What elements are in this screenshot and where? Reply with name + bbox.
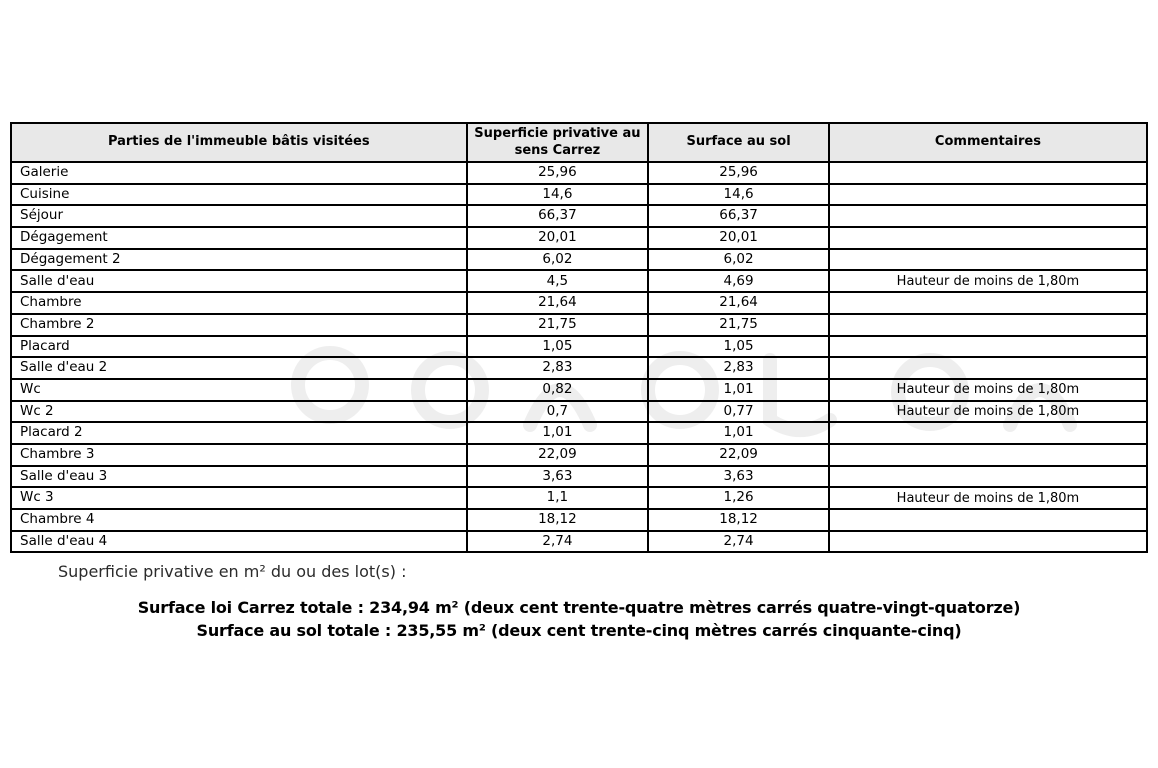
header-superficie-carrez: Superficie privative au sens Carrez xyxy=(467,123,649,162)
table-row xyxy=(11,422,1147,444)
header-parties: Parties de l'immeuble bâtis visitées xyxy=(11,123,467,162)
row-comment-cell xyxy=(829,422,1147,444)
table-row xyxy=(11,227,1147,249)
row-carrez-cell: 4,5 xyxy=(467,270,649,292)
row-carrez-cell: 22,09 xyxy=(467,444,649,466)
row-part-cell: Wc 2 xyxy=(11,401,467,423)
row-part-cell: Placard xyxy=(11,336,467,358)
row-sol-cell: 18,12 xyxy=(648,509,829,531)
table-row xyxy=(11,205,1147,227)
row-comment-cell: Hauteur de moins de 1,80m xyxy=(829,487,1147,509)
row-sol-cell: 1,01 xyxy=(648,422,829,444)
row-comment-cell xyxy=(829,205,1147,227)
row-part-cell: Chambre 3 xyxy=(11,444,467,466)
table-row xyxy=(11,357,1147,379)
row-sol-cell: 1,05 xyxy=(648,336,829,358)
table-row xyxy=(11,466,1147,488)
table-row xyxy=(11,292,1147,314)
row-comment-cell xyxy=(829,444,1147,466)
surface-table xyxy=(10,122,1148,553)
row-carrez-cell: 1,01 xyxy=(467,422,649,444)
row-part-cell: Placard 2 xyxy=(11,422,467,444)
row-sol-cell: 25,96 xyxy=(648,162,829,184)
row-sol-cell: 20,01 xyxy=(648,227,829,249)
row-comment-cell xyxy=(829,292,1147,314)
row-sol-cell: 2,74 xyxy=(648,531,829,553)
row-carrez-cell: 2,74 xyxy=(467,531,649,553)
row-comment-cell xyxy=(829,466,1147,488)
row-part-cell: Salle d'eau 4 xyxy=(11,531,467,553)
row-comment-cell xyxy=(829,249,1147,271)
row-comment-cell: Hauteur de moins de 1,80m xyxy=(829,401,1147,423)
row-comment-cell xyxy=(829,162,1147,184)
row-part-cell: Chambre 2 xyxy=(11,314,467,336)
row-carrez-cell: 66,37 xyxy=(467,205,649,227)
table-row xyxy=(11,444,1147,466)
row-part-cell: Wc xyxy=(11,379,467,401)
row-part-cell: Galerie xyxy=(11,162,467,184)
row-sol-cell: 66,37 xyxy=(648,205,829,227)
row-part-cell: Salle d'eau 2 xyxy=(11,357,467,379)
row-sol-cell: 1,01 xyxy=(648,379,829,401)
row-comment-cell xyxy=(829,184,1147,206)
row-part-cell: Salle d'eau 3 xyxy=(11,466,467,488)
table-row xyxy=(11,401,1147,423)
row-carrez-cell: 14,6 xyxy=(467,184,649,206)
table-row xyxy=(11,509,1147,531)
row-part-cell: Chambre 4 xyxy=(11,509,467,531)
row-part-cell: Wc 3 xyxy=(11,487,467,509)
table-header-row xyxy=(11,123,1147,162)
row-carrez-cell: 21,64 xyxy=(467,292,649,314)
totals-block xyxy=(0,596,1158,642)
row-part-cell: Cuisine xyxy=(11,184,467,206)
row-carrez-cell: 18,12 xyxy=(467,509,649,531)
table-row xyxy=(11,162,1147,184)
row-part-cell: Séjour xyxy=(11,205,467,227)
total-carrez-line: Surface loi Carrez totale : 234,94 m² (deux cent trente-quatre mètres carrés quatre-vingt-quatorze) xyxy=(137,598,1021,617)
table-row xyxy=(11,249,1147,271)
table-row xyxy=(11,379,1147,401)
row-comment-cell xyxy=(829,509,1147,531)
row-sol-cell: 21,75 xyxy=(648,314,829,336)
row-comment-cell: Hauteur de moins de 1,80m xyxy=(829,379,1147,401)
row-comment-cell: Hauteur de moins de 1,80m xyxy=(829,270,1147,292)
row-carrez-cell: 1,05 xyxy=(467,336,649,358)
row-carrez-cell: 2,83 xyxy=(467,357,649,379)
row-part-cell: Chambre xyxy=(11,292,467,314)
row-part-cell: Dégagement 2 xyxy=(11,249,467,271)
row-carrez-cell: 3,63 xyxy=(467,466,649,488)
row-carrez-cell: 20,01 xyxy=(467,227,649,249)
row-comment-cell xyxy=(829,336,1147,358)
table-row xyxy=(11,314,1147,336)
row-comment-cell xyxy=(829,227,1147,249)
row-carrez-cell: 0,82 xyxy=(467,379,649,401)
row-part-cell: Dégagement xyxy=(11,227,467,249)
row-carrez-cell: 6,02 xyxy=(467,249,649,271)
row-sol-cell: 21,64 xyxy=(648,292,829,314)
row-carrez-cell: 21,75 xyxy=(467,314,649,336)
row-part-cell: Salle d'eau xyxy=(11,270,467,292)
row-sol-cell: 6,02 xyxy=(648,249,829,271)
total-sol-line: Surface au sol totale : 235,55 m² (deux cent trente-cinq mètres carrés cinquante-cinq) xyxy=(196,621,962,640)
row-comment-cell xyxy=(829,357,1147,379)
row-carrez-cell: 25,96 xyxy=(467,162,649,184)
superficie-note: Superficie privative en m² du ou des lot(s) : xyxy=(58,562,407,581)
row-sol-cell: 2,83 xyxy=(648,357,829,379)
row-comment-cell xyxy=(829,314,1147,336)
header-surface-sol: Surface au sol xyxy=(648,123,829,162)
table-row xyxy=(11,184,1147,206)
table-body xyxy=(11,162,1147,552)
row-sol-cell: 3,63 xyxy=(648,466,829,488)
table-row xyxy=(11,336,1147,358)
row-sol-cell: 0,77 xyxy=(648,401,829,423)
table-row xyxy=(11,270,1147,292)
row-sol-cell: 1,26 xyxy=(648,487,829,509)
row-sol-cell: 14,6 xyxy=(648,184,829,206)
row-carrez-cell: 1,1 xyxy=(467,487,649,509)
row-sol-cell: 22,09 xyxy=(648,444,829,466)
row-comment-cell xyxy=(829,531,1147,553)
row-carrez-cell: 0,7 xyxy=(467,401,649,423)
table-row xyxy=(11,531,1147,553)
table-row xyxy=(11,487,1147,509)
header-commentaires: Commentaires xyxy=(829,123,1147,162)
row-sol-cell: 4,69 xyxy=(648,270,829,292)
